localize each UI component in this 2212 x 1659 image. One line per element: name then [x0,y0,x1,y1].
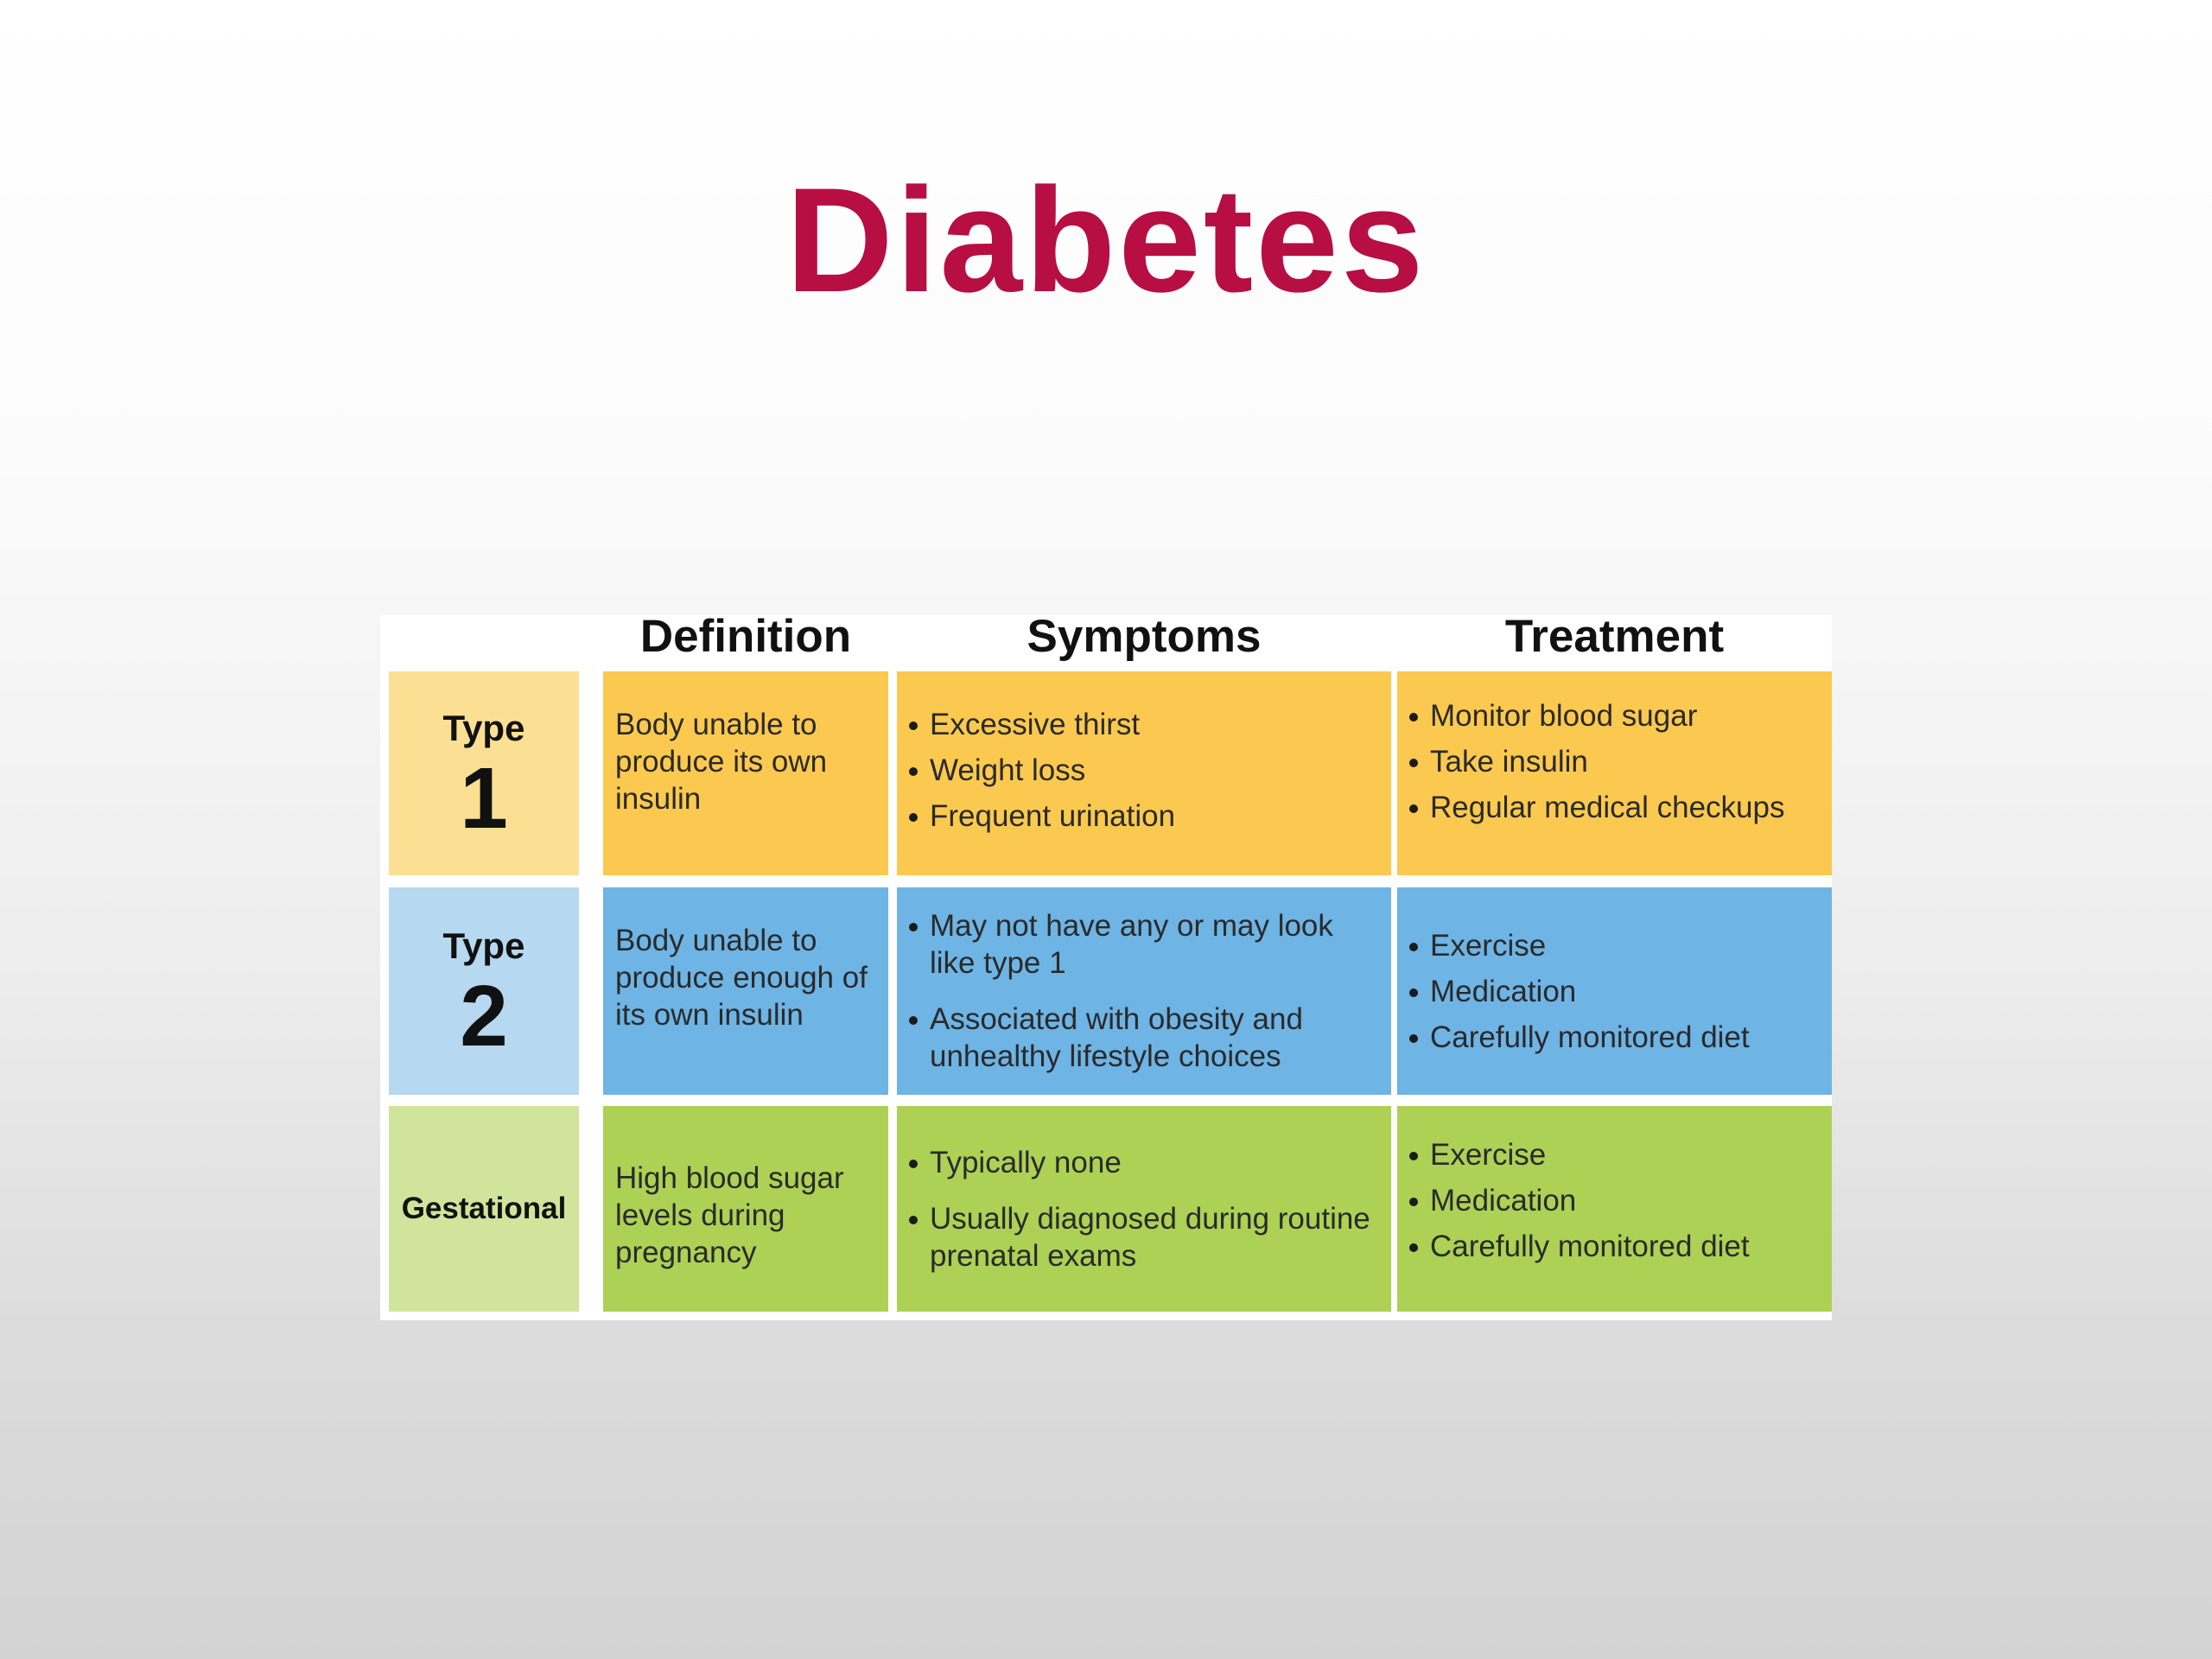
treatment-item: Carefully monitored diet [1408,1019,1821,1056]
symptoms-cell-type-2 [897,887,1391,1095]
header-definition: Definition [639,611,852,662]
header-treatment: Treatment [1504,611,1725,662]
symptoms-cell-type-1 [897,671,1391,875]
definition-cell-gestational: High blood sugar levels during pregnancy [603,1106,888,1312]
row-label-gestational [389,1106,579,1312]
row-label-type-2 [389,887,579,1095]
treatment-item: Medication [1408,1182,1821,1219]
treatment-item: Monitor blood sugar [1408,697,1828,734]
definition-cell-type-1: Body unable to produce its own insulin [603,671,888,875]
symptom-item: Typically none [907,1144,1381,1181]
treatment-item: Medication [1408,973,1821,1010]
row-label-type-1 [389,671,579,875]
symptom-item: Weight loss [907,752,1381,789]
treatment-cell-type-1 [1397,671,1832,875]
row-label-word: Type [442,708,525,748]
treatment-item: Regular medical checkups [1408,789,1828,826]
treatment-item: Carefully monitored diet [1408,1228,1821,1265]
header-symptoms: Symptoms [1027,611,1262,662]
treatment-item: Take insulin [1408,743,1828,780]
diabetes-comparison-table [380,611,1832,1320]
treatment-cell-type-2 [1397,887,1832,1095]
symptom-item: Excessive thirst [907,706,1381,743]
row-label-number: 1 [460,750,508,847]
row-label-word: Type [442,925,525,966]
symptom-item: Associated with obesity and unhealthy lifestyle choices [907,1001,1381,1075]
row-label-word: Gestational [401,1192,567,1225]
treatment-cell-gestational [1397,1106,1832,1312]
symptom-item: Usually diagnosed during routine prenatal exams [907,1200,1381,1274]
row-label-number: 2 [460,968,508,1065]
symptoms-cell-gestational [897,1106,1391,1312]
treatment-item: Exercise [1408,1136,1821,1173]
symptom-item: Frequent urination [907,798,1381,835]
symptom-item: May not have any or may look like type 1 [907,907,1381,982]
definition-cell-type-2: Body unable to produce enough of its own insulin [603,887,888,1095]
treatment-item: Exercise [1408,927,1821,964]
slide-title: Diabetes [785,157,1427,323]
